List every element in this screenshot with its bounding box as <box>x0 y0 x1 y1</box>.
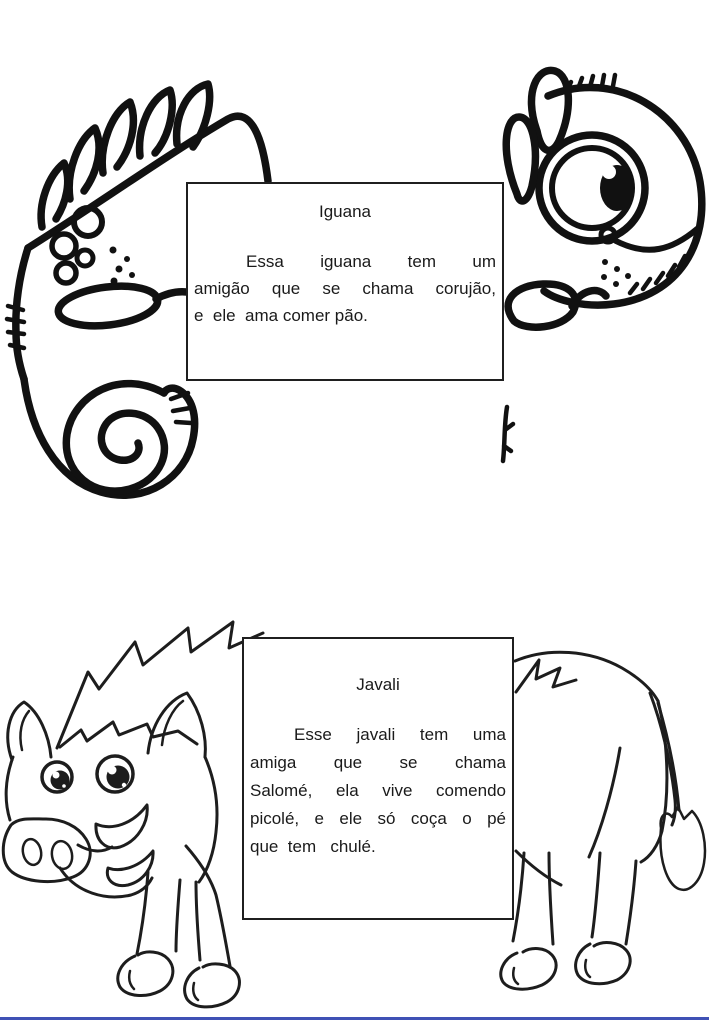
boar-mane-fringe <box>60 722 197 747</box>
boar-nostril-left <box>20 837 43 866</box>
boar-hind-hoof-right-cleft <box>585 960 590 977</box>
chameleon-tail-loop <box>24 379 195 495</box>
boar-rear <box>641 701 667 862</box>
chameleon-front-leg <box>56 281 160 331</box>
boar-front-hoof-left <box>118 952 173 996</box>
footer-rule <box>0 1017 709 1020</box>
iguana-paragraph <box>188 248 502 329</box>
boar-nostril-right <box>50 839 75 870</box>
boar-front-leg-right <box>196 882 200 960</box>
boar-hind-leg-right-inner <box>626 861 636 944</box>
boar-hind-leg-left-inner <box>549 853 553 944</box>
boar-front-leg-left-inner <box>176 880 180 951</box>
boar-front-hoof-left-cleft <box>129 971 134 989</box>
javali-paragraph <box>244 721 512 861</box>
chameleon-twig <box>503 407 513 461</box>
boar-right-ear <box>148 693 205 757</box>
chameleon-arm-line <box>156 292 187 299</box>
boar-left-ear-inner <box>20 711 29 750</box>
boar-hind-hoof-left-cleft <box>513 968 518 984</box>
chameleon-smile <box>616 229 697 250</box>
text-line: que tem chulé. <box>250 837 376 856</box>
chameleon-spiral-tail <box>66 384 164 492</box>
boar-tail-tuft <box>660 807 705 890</box>
chameleon-crest-spines <box>41 84 210 227</box>
boar-face-left <box>6 757 13 820</box>
boar-hind-hoof-right <box>576 943 630 984</box>
javali-title: Javali <box>356 675 400 694</box>
text-line: Essa iguana tem um <box>246 252 496 271</box>
boar-front-hoof-right-cleft <box>193 983 198 1000</box>
chameleon-speckles <box>110 247 136 285</box>
text-line: amiga que se chama <box>250 753 506 772</box>
boar-eyes <box>42 756 133 792</box>
chameleon-body-edge <box>16 248 28 379</box>
text-line: Esse javali tem uma <box>294 725 506 744</box>
chameleon-eye-highlight <box>602 165 616 179</box>
boar-front-leg-left <box>137 872 148 954</box>
boar-hind-hoof-left <box>501 949 556 990</box>
boar-hind-leg-right <box>592 853 600 937</box>
boar-snout <box>3 819 90 882</box>
javali-text-box <box>242 637 514 920</box>
text-line: e ele ama comer pão. <box>194 306 368 325</box>
boar-mane-right <box>516 660 576 692</box>
boar-hind-leg-left <box>513 853 524 941</box>
text-line: Salomé, ela vive comendo <box>250 781 506 800</box>
boar-face-right <box>199 757 217 882</box>
iguana-text-box <box>186 182 504 381</box>
boar-mane <box>57 622 263 748</box>
text-line: picolé, e ele só coça o pé <box>250 809 506 828</box>
chameleon-freckles <box>601 259 631 287</box>
boar-thigh <box>589 748 620 857</box>
chameleon-neck-spine-2 <box>506 117 535 201</box>
text-line: amigão que se chama corujão, <box>194 279 496 298</box>
iguana-title: Iguana <box>319 202 371 221</box>
boar-tusk-upper <box>96 805 147 848</box>
